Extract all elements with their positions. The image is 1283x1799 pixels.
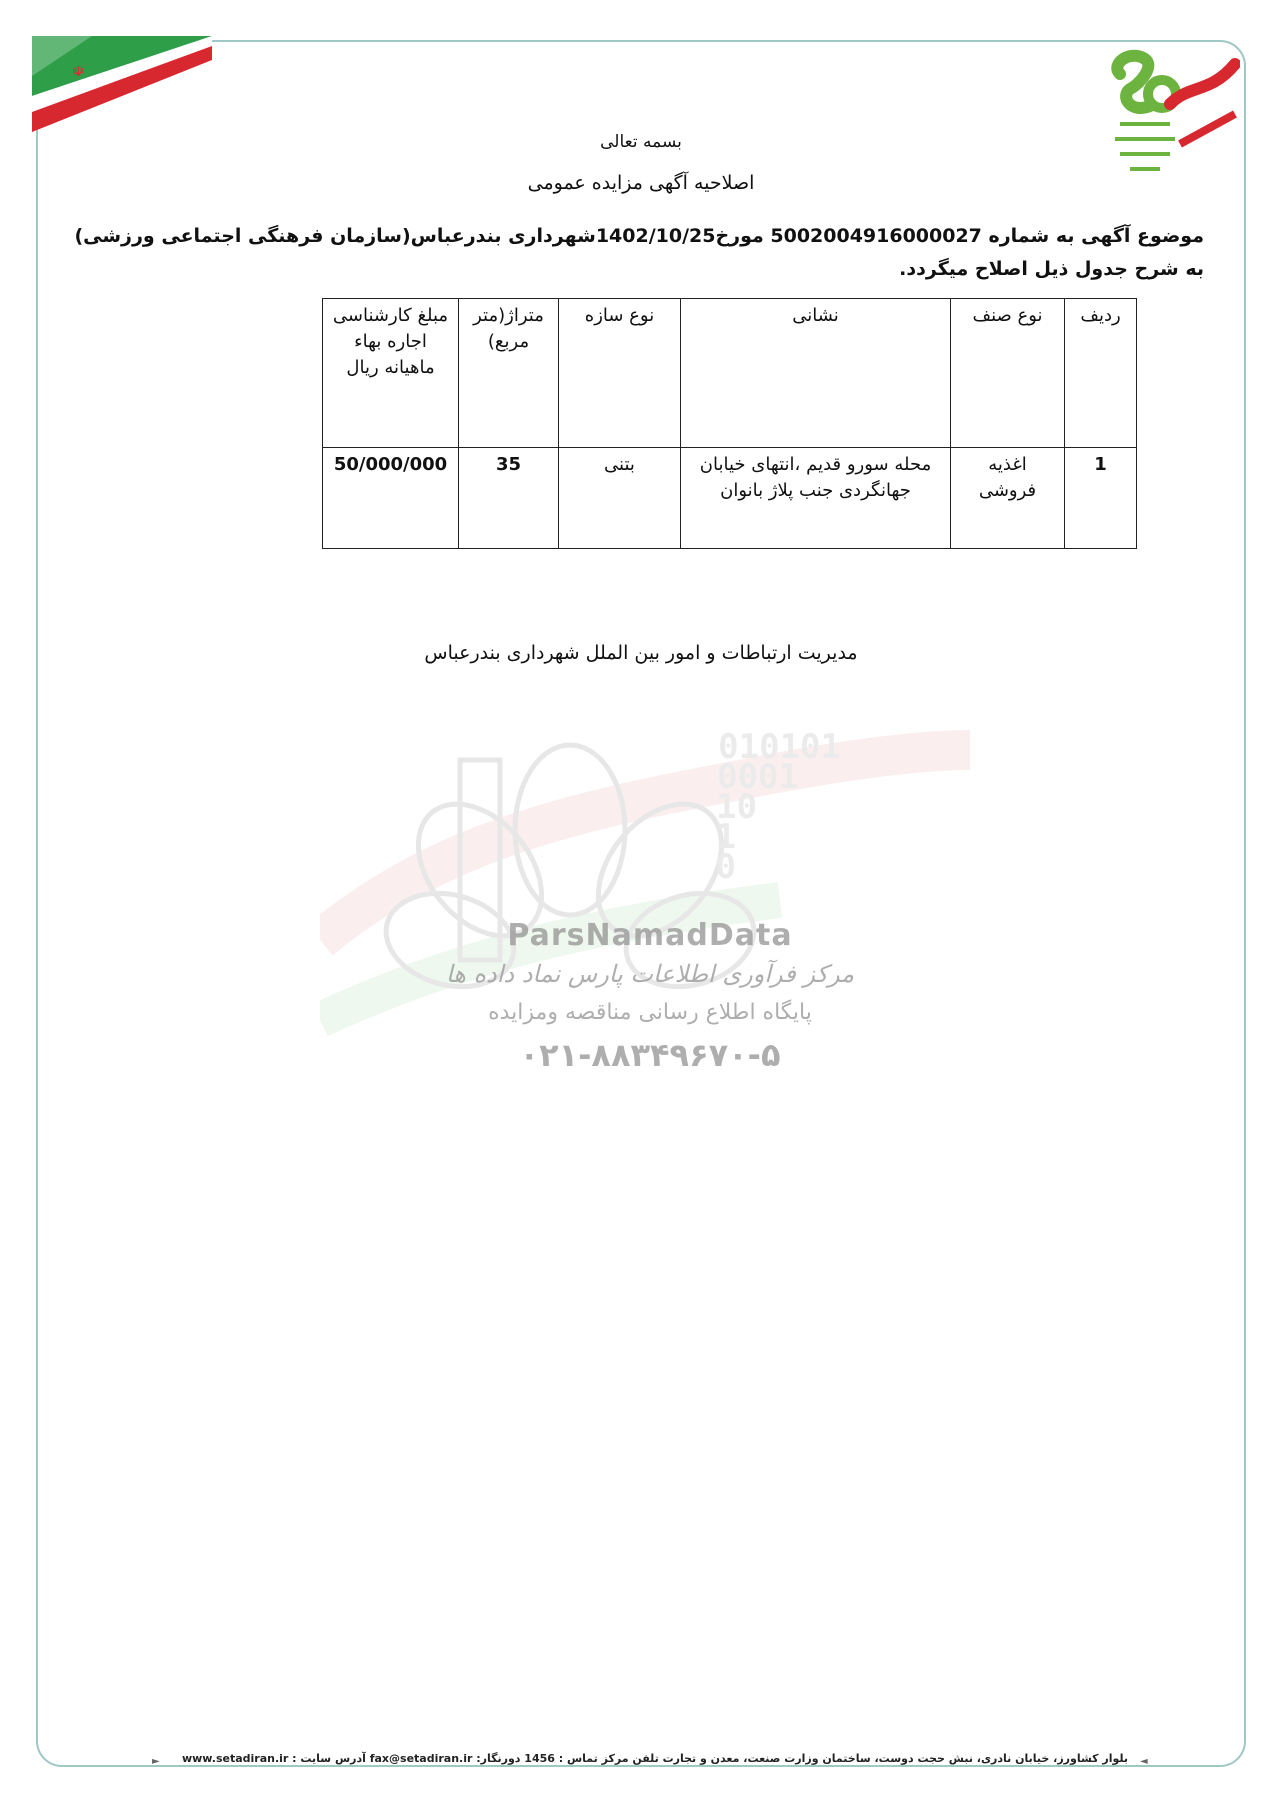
watermark-phone: ۰۲۱-۸۸۳۴۹۶۷۰-۵ [519, 1036, 781, 1074]
watermark-brand: ParsNamadData [507, 918, 793, 953]
iran-flag-ribbon [32, 36, 212, 132]
footer-arrow-right-icon: ◄ [1140, 1756, 1148, 1767]
cell-amount: 50/000/000 [323, 448, 459, 549]
header-category: نوع صنف [951, 299, 1065, 448]
setad-logo [1100, 44, 1240, 184]
table-header-row [323, 299, 1137, 448]
watermark-binary-digits: 0 [715, 847, 736, 887]
cell-area: 35 [459, 448, 559, 549]
watermark-line2: پایگاه اطلاع رسانی مناقصه ومزایده [488, 1000, 812, 1025]
table-row [323, 448, 1137, 549]
cell-structure: بتنی [559, 448, 681, 549]
notice-title: اصلاحیه آگهی مزایده عمومی [527, 172, 755, 194]
watermark-line1: مرکز فرآوری اطلاعات پارس نماد داده ها [445, 960, 855, 988]
header-row-number: ردیف [1065, 299, 1137, 448]
header-structure: نوع سازه [559, 299, 681, 448]
cell-category: اغذیه فروشی [951, 448, 1065, 549]
amendment-table [322, 298, 1137, 549]
watermark-binary-digits: 0001 [717, 757, 799, 797]
header-amount: مبلغ کارشناسی اجاره بهاء ماهیانه ریال [323, 299, 459, 448]
header-area: متراژ(متر مربع) [459, 299, 559, 448]
header-address: نشانی [681, 299, 951, 448]
cell-row-number: 1 [1065, 448, 1137, 549]
notice-subject: موضوع آگهی به شماره 5002004916000027 مورخ1402/10/25شهرداری بندرعباس(سازمان فرهنگی اجتماعی ورزشی) به شرح جدول ذیل اصلاح میگردد. [74, 225, 1204, 280]
watermark-binary-digits: 010101 [718, 727, 841, 767]
svg-text:☫: ☫ [72, 64, 85, 80]
watermark-emblem [320, 720, 970, 1080]
cell-address: محله سورو قدیم ،انتهای خیابان جهانگردی جنب پلاژ بانوان [681, 448, 951, 549]
watermark-binary-digits: 1 [715, 817, 736, 857]
footer-arrow-left-icon: ► [152, 1756, 160, 1767]
issuing-department: مدیریت ارتباطات و امور بین الملل شهرداری بندرعباس [424, 642, 858, 664]
watermark-binary-digits: 10 [716, 787, 757, 827]
invocation-text: بسمه تعالی [600, 132, 682, 152]
footer-contact: بلوار کشاورز، خیابان نادری، نبش حجت دوست، ساختمان وزارت صنعت، معدن و تجارت تلفن مرکز تماس : 1456 دورنگار: fax@setadiran.ir آدرس سایت : www.setadiran.ir [181, 1752, 1128, 1765]
